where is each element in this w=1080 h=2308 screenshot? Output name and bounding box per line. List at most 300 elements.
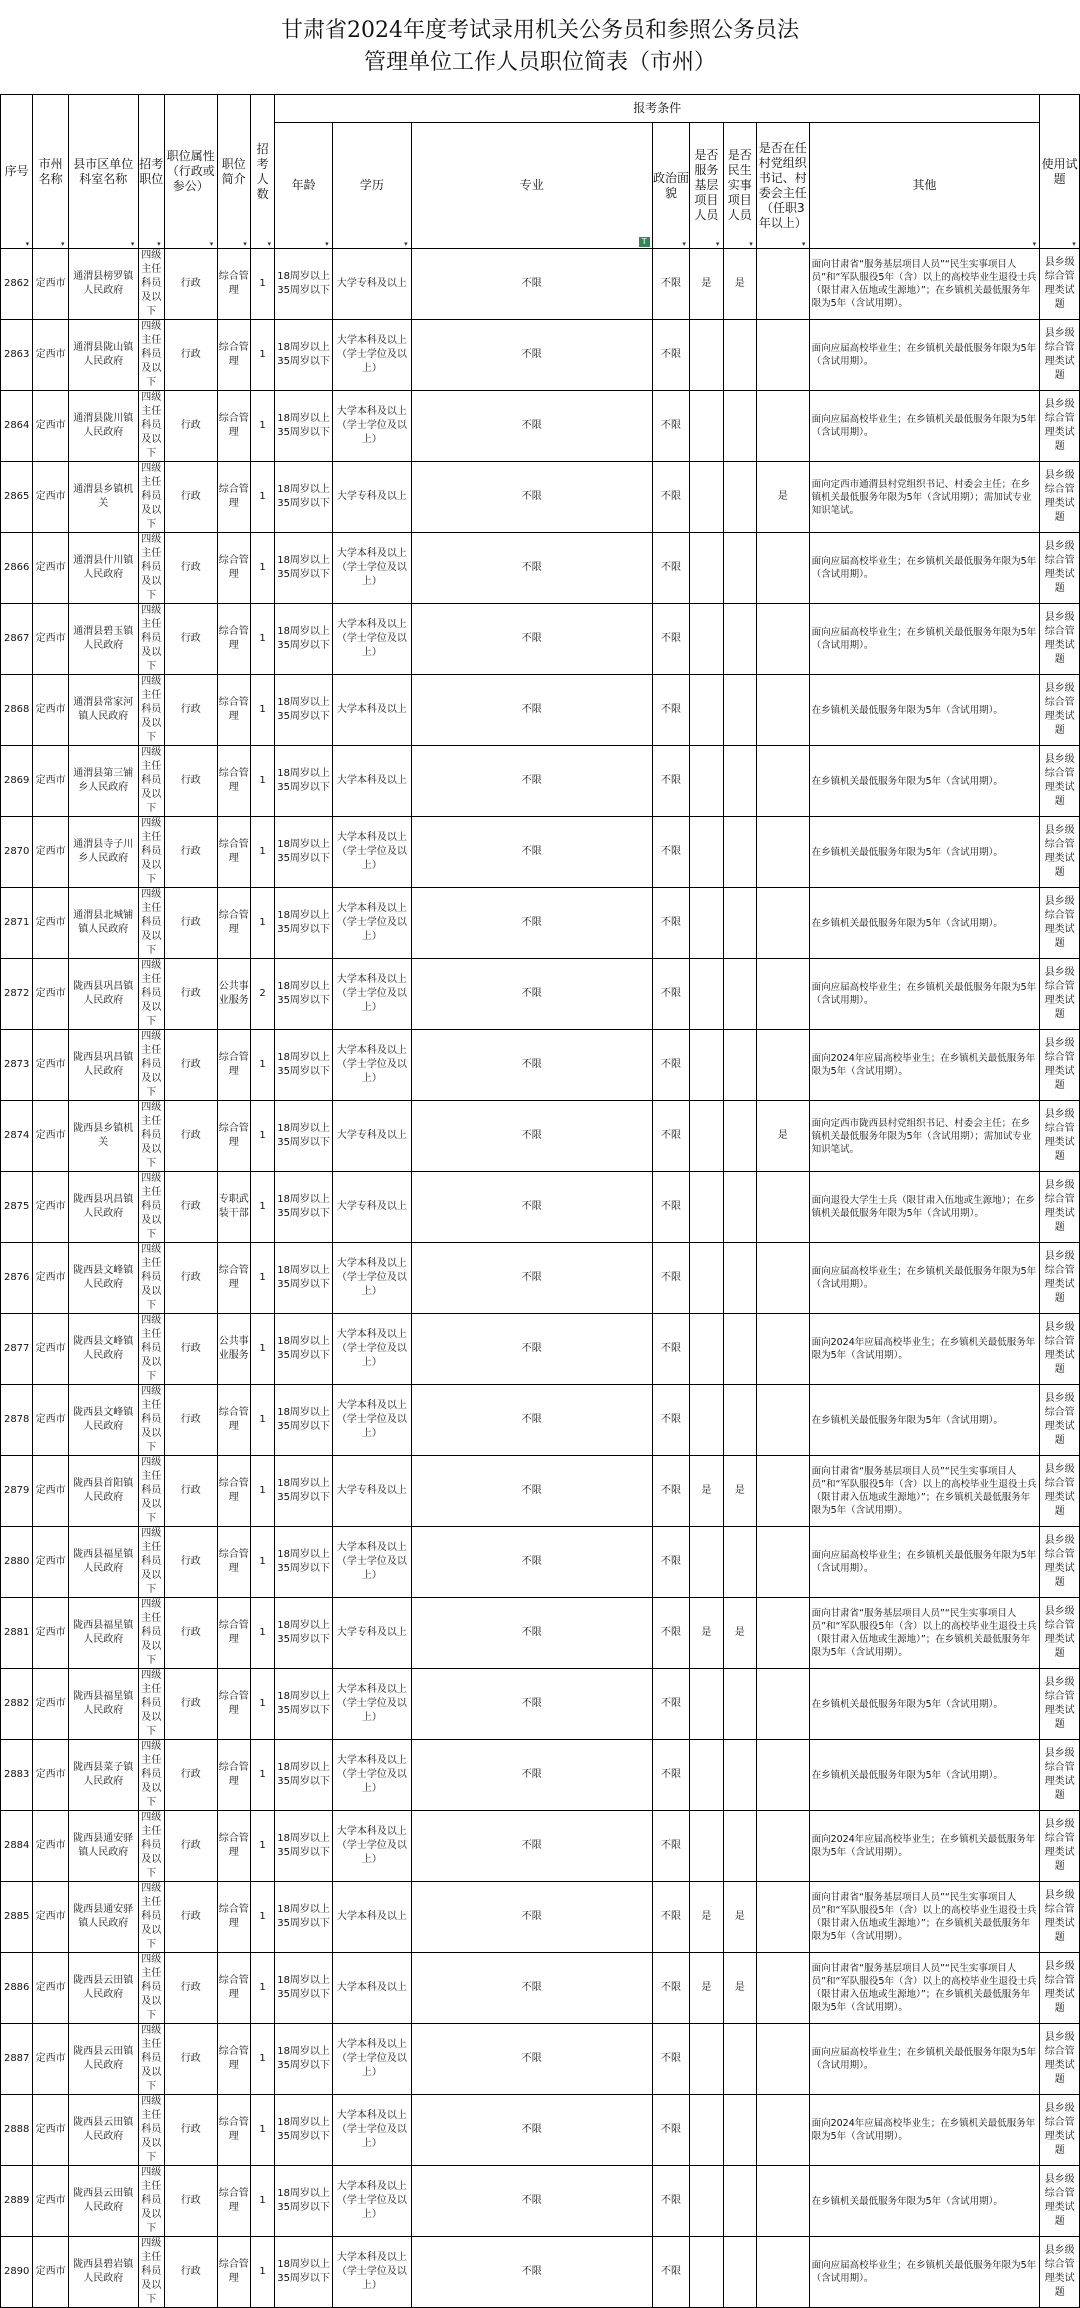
cell-exam[interactable]: 县乡级综合管理类试题 bbox=[1040, 249, 1080, 320]
cell-seq[interactable]: 2886 bbox=[1, 1953, 33, 2024]
cell-exam[interactable]: 县乡级综合管理类试题 bbox=[1040, 462, 1080, 533]
cell-city[interactable]: 定西市 bbox=[33, 1811, 68, 1882]
cell-livelihood[interactable] bbox=[723, 1527, 756, 1598]
cell-attr[interactable]: 行政 bbox=[164, 1030, 217, 1101]
cell-intro[interactable]: 综合管理 bbox=[217, 533, 250, 604]
cell-edu[interactable]: 大学本科及以上（学士学位及以上） bbox=[332, 391, 411, 462]
filter-dropdown-icon[interactable]: ▾ bbox=[267, 240, 271, 248]
cell-politics[interactable]: 不限 bbox=[652, 959, 689, 1030]
cell-edu[interactable]: 大学专科及以上 bbox=[332, 249, 411, 320]
cell-politics[interactable]: 不限 bbox=[652, 604, 689, 675]
header-politics[interactable]: 政治面貌 ▾ bbox=[652, 123, 689, 249]
cell-intro[interactable]: 综合管理 bbox=[217, 1030, 250, 1101]
cell-politics[interactable]: 不限 bbox=[652, 888, 689, 959]
cell-intro[interactable]: 综合管理 bbox=[217, 604, 250, 675]
header-major[interactable]: 专业 T bbox=[411, 123, 652, 249]
cell-edu[interactable]: 大学本科及以上（学士学位及以上） bbox=[332, 1385, 411, 1456]
cell-seq[interactable]: 2879 bbox=[1, 1456, 33, 1527]
cell-count[interactable]: 1 bbox=[250, 746, 274, 817]
cell-edu[interactable]: 大学本科及以上 bbox=[332, 1882, 411, 1953]
cell-age[interactable]: 18周岁以上35周岁以下 bbox=[275, 1598, 333, 1669]
cell-edu[interactable]: 大学本科及以上 bbox=[332, 746, 411, 817]
cell-secretary[interactable] bbox=[756, 1527, 809, 1598]
cell-count[interactable]: 1 bbox=[250, 1456, 274, 1527]
cell-livelihood[interactable] bbox=[723, 2237, 756, 2308]
cell-livelihood[interactable]: 是 bbox=[723, 1456, 756, 1527]
header-edu[interactable]: 学历 ▾ bbox=[332, 123, 411, 249]
cell-count[interactable]: 1 bbox=[250, 320, 274, 391]
cell-edu[interactable]: 大学本科及以上（学士学位及以上） bbox=[332, 1030, 411, 1101]
cell-unit[interactable]: 通渭县陇川镇人民政府 bbox=[68, 391, 138, 462]
cell-unit[interactable]: 通渭县北城铺镇人民政府 bbox=[68, 888, 138, 959]
cell-major[interactable]: 不限 bbox=[411, 1527, 652, 1598]
cell-city[interactable]: 定西市 bbox=[33, 2024, 68, 2095]
cell-service[interactable] bbox=[690, 1101, 723, 1172]
cell-attr[interactable]: 行政 bbox=[164, 1172, 217, 1243]
cell-count[interactable]: 1 bbox=[250, 1669, 274, 1740]
cell-count[interactable]: 1 bbox=[250, 604, 274, 675]
cell-city[interactable]: 定西市 bbox=[33, 746, 68, 817]
cell-other[interactable]: 面向甘肃省“服务基层项目人员”“民生实事项目人员”和“军队服役5年（含）以上的高校毕业生退役士兵（限甘肃入伍地或生源地）”；在乡镇机关最低服务年限为5年（含试用期）。 bbox=[809, 1953, 1040, 2024]
cell-position[interactable]: 四级主任科员及以下 bbox=[138, 959, 164, 1030]
cell-politics[interactable]: 不限 bbox=[652, 1456, 689, 1527]
cell-intro[interactable]: 综合管理 bbox=[217, 391, 250, 462]
cell-service[interactable] bbox=[690, 1669, 723, 1740]
cell-city[interactable]: 定西市 bbox=[33, 959, 68, 1030]
cell-secretary[interactable] bbox=[756, 888, 809, 959]
cell-service[interactable] bbox=[690, 2166, 723, 2237]
cell-other[interactable]: 在乡镇机关最低服务年限为5年（含试用期）。 bbox=[809, 746, 1040, 817]
cell-livelihood[interactable] bbox=[723, 462, 756, 533]
cell-age[interactable]: 18周岁以上35周岁以下 bbox=[275, 888, 333, 959]
cell-intro[interactable]: 综合管理 bbox=[217, 2024, 250, 2095]
cell-city[interactable]: 定西市 bbox=[33, 462, 68, 533]
cell-seq[interactable]: 2863 bbox=[1, 320, 33, 391]
cell-age[interactable]: 18周岁以上35周岁以下 bbox=[275, 1669, 333, 1740]
cell-city[interactable]: 定西市 bbox=[33, 1385, 68, 1456]
cell-unit[interactable]: 通渭县第三铺乡人民政府 bbox=[68, 746, 138, 817]
cell-age[interactable]: 18周岁以上35周岁以下 bbox=[275, 2166, 333, 2237]
cell-service[interactable]: 是 bbox=[690, 1882, 723, 1953]
cell-livelihood[interactable] bbox=[723, 675, 756, 746]
cell-position[interactable]: 四级主任科员及以下 bbox=[138, 249, 164, 320]
cell-politics[interactable]: 不限 bbox=[652, 1030, 689, 1101]
cell-secretary[interactable] bbox=[756, 2237, 809, 2308]
cell-livelihood[interactable] bbox=[723, 391, 756, 462]
cell-livelihood[interactable] bbox=[723, 1385, 756, 1456]
cell-other[interactable]: 面向2024年应届高校毕业生；在乡镇机关最低服务年限为5年（含试用期）。 bbox=[809, 1811, 1040, 1882]
cell-unit[interactable]: 陇西县云田镇人民政府 bbox=[68, 1953, 138, 2024]
cell-exam[interactable]: 县乡级综合管理类试题 bbox=[1040, 1953, 1080, 2024]
cell-edu[interactable]: 大学本科及以上（学士学位及以上） bbox=[332, 1243, 411, 1314]
cell-major[interactable]: 不限 bbox=[411, 2095, 652, 2166]
cell-other[interactable]: 面向应届高校毕业生；在乡镇机关最低服务年限为5年（含试用期）。 bbox=[809, 320, 1040, 391]
cell-count[interactable]: 1 bbox=[250, 249, 274, 320]
filter-dropdown-icon[interactable]: ▾ bbox=[243, 240, 247, 248]
cell-unit[interactable]: 陇西县通安驿镇人民政府 bbox=[68, 1882, 138, 1953]
cell-politics[interactable]: 不限 bbox=[652, 1598, 689, 1669]
cell-age[interactable]: 18周岁以上35周岁以下 bbox=[275, 817, 333, 888]
cell-other[interactable]: 在乡镇机关最低服务年限为5年（含试用期）。 bbox=[809, 817, 1040, 888]
cell-city[interactable]: 定西市 bbox=[33, 2237, 68, 2308]
cell-service[interactable]: 是 bbox=[690, 249, 723, 320]
table-row[interactable] bbox=[1, 1243, 1080, 1314]
cell-intro[interactable]: 综合管理 bbox=[217, 1243, 250, 1314]
cell-city[interactable]: 定西市 bbox=[33, 675, 68, 746]
cell-major[interactable]: 不限 bbox=[411, 1172, 652, 1243]
cell-service[interactable] bbox=[690, 1740, 723, 1811]
cell-politics[interactable]: 不限 bbox=[652, 2166, 689, 2237]
cell-count[interactable]: 1 bbox=[250, 888, 274, 959]
cell-position[interactable]: 四级主任科员及以下 bbox=[138, 1243, 164, 1314]
cell-seq[interactable]: 2871 bbox=[1, 888, 33, 959]
cell-exam[interactable]: 县乡级综合管理类试题 bbox=[1040, 1456, 1080, 1527]
cell-exam[interactable]: 县乡级综合管理类试题 bbox=[1040, 1314, 1080, 1385]
cell-other[interactable]: 在乡镇机关最低服务年限为5年（含试用期）。 bbox=[809, 2166, 1040, 2237]
cell-major[interactable]: 不限 bbox=[411, 1314, 652, 1385]
cell-intro[interactable]: 综合管理 bbox=[217, 675, 250, 746]
cell-count[interactable]: 1 bbox=[250, 1740, 274, 1811]
cell-intro[interactable]: 综合管理 bbox=[217, 1953, 250, 2024]
filter-dropdown-icon[interactable]: ▾ bbox=[61, 240, 65, 248]
cell-unit[interactable]: 陇西县福星镇人民政府 bbox=[68, 1527, 138, 1598]
filter-dropdown-icon[interactable]: ▾ bbox=[130, 240, 135, 248]
cell-count[interactable]: 1 bbox=[250, 1385, 274, 1456]
table-row[interactable] bbox=[1, 888, 1080, 959]
table-row[interactable] bbox=[1, 1882, 1080, 1953]
cell-attr[interactable]: 行政 bbox=[164, 320, 217, 391]
cell-major[interactable]: 不限 bbox=[411, 888, 652, 959]
cell-age[interactable]: 18周岁以上35周岁以下 bbox=[275, 675, 333, 746]
cell-seq[interactable]: 2880 bbox=[1, 1527, 33, 1598]
cell-service[interactable] bbox=[690, 533, 723, 604]
cell-count[interactable]: 1 bbox=[250, 1243, 274, 1314]
cell-count[interactable]: 1 bbox=[250, 391, 274, 462]
cell-secretary[interactable] bbox=[756, 533, 809, 604]
cell-age[interactable]: 18周岁以上35周岁以下 bbox=[275, 1243, 333, 1314]
cell-other[interactable]: 面向定西市陇西县村党组织书记、村委会主任；在乡镇机关最低服务年限为5年（含试用期）；需加试专业知识笔试。 bbox=[809, 1101, 1040, 1172]
cell-major[interactable]: 不限 bbox=[411, 959, 652, 1030]
cell-edu[interactable]: 大学本科及以上（学士学位及以上） bbox=[332, 2237, 411, 2308]
cell-position[interactable]: 四级主任科员及以下 bbox=[138, 604, 164, 675]
cell-livelihood[interactable]: 是 bbox=[723, 1882, 756, 1953]
header-position[interactable]: 招考职位 ▾ bbox=[138, 95, 164, 249]
cell-intro[interactable]: 综合管理 bbox=[217, 1740, 250, 1811]
cell-other[interactable]: 面向2024年应届高校毕业生；在乡镇机关最低服务年限为5年（含试用期）。 bbox=[809, 1314, 1040, 1385]
cell-secretary[interactable] bbox=[756, 1030, 809, 1101]
cell-age[interactable]: 18周岁以上35周岁以下 bbox=[275, 1172, 333, 1243]
header-attr[interactable]: 职位属性（行政或参公） ▾ bbox=[164, 95, 217, 249]
cell-edu[interactable]: 大学本科及以上（学士学位及以上） bbox=[332, 2024, 411, 2095]
cell-attr[interactable]: 行政 bbox=[164, 1953, 217, 2024]
cell-unit[interactable]: 陇西县文峰镇人民政府 bbox=[68, 1314, 138, 1385]
cell-exam[interactable]: 县乡级综合管理类试题 bbox=[1040, 320, 1080, 391]
cell-seq[interactable]: 2883 bbox=[1, 1740, 33, 1811]
table-row[interactable] bbox=[1, 533, 1080, 604]
table-row[interactable] bbox=[1, 1456, 1080, 1527]
cell-livelihood[interactable] bbox=[723, 1669, 756, 1740]
cell-position[interactable]: 四级主任科员及以下 bbox=[138, 320, 164, 391]
cell-major[interactable]: 不限 bbox=[411, 604, 652, 675]
cell-attr[interactable]: 行政 bbox=[164, 2024, 217, 2095]
cell-major[interactable]: 不限 bbox=[411, 533, 652, 604]
cell-intro[interactable]: 综合管理 bbox=[217, 1598, 250, 1669]
cell-politics[interactable]: 不限 bbox=[652, 249, 689, 320]
cell-other[interactable]: 在乡镇机关最低服务年限为5年（含试用期）。 bbox=[809, 1669, 1040, 1740]
cell-major[interactable]: 不限 bbox=[411, 391, 652, 462]
cell-position[interactable]: 四级主任科员及以下 bbox=[138, 1527, 164, 1598]
cell-major[interactable]: 不限 bbox=[411, 1598, 652, 1669]
cell-politics[interactable]: 不限 bbox=[652, 1385, 689, 1456]
cell-seq[interactable]: 2890 bbox=[1, 2237, 33, 2308]
cell-edu[interactable]: 大学本科及以上（学士学位及以上） bbox=[332, 817, 411, 888]
cell-count[interactable]: 1 bbox=[250, 2095, 274, 2166]
header-city[interactable]: 市州名称 ▾ bbox=[33, 95, 68, 249]
cell-city[interactable]: 定西市 bbox=[33, 320, 68, 391]
cell-service[interactable] bbox=[690, 1030, 723, 1101]
cell-age[interactable]: 18周岁以上35周岁以下 bbox=[275, 1385, 333, 1456]
cell-seq[interactable]: 2862 bbox=[1, 249, 33, 320]
cell-city[interactable]: 定西市 bbox=[33, 2166, 68, 2237]
cell-livelihood[interactable] bbox=[723, 959, 756, 1030]
cell-exam[interactable]: 县乡级综合管理类试题 bbox=[1040, 533, 1080, 604]
cell-count[interactable]: 1 bbox=[250, 1030, 274, 1101]
cell-edu[interactable]: 大学专科及以上 bbox=[332, 1172, 411, 1243]
cell-attr[interactable]: 行政 bbox=[164, 249, 217, 320]
cell-other[interactable]: 面向甘肃省“服务基层项目人员”“民生实事项目人员”和“军队服役5年（含）以上的高校毕业生退役士兵（限甘肃入伍地或生源地）”；在乡镇机关最低服务年限为5年（含试用期）。 bbox=[809, 1598, 1040, 1669]
cell-secretary[interactable] bbox=[756, 1669, 809, 1740]
cell-count[interactable]: 1 bbox=[250, 1314, 274, 1385]
cell-count[interactable]: 1 bbox=[250, 2024, 274, 2095]
table-row[interactable] bbox=[1, 1030, 1080, 1101]
cell-age[interactable]: 18周岁以上35周岁以下 bbox=[275, 2095, 333, 2166]
cell-exam[interactable]: 县乡级综合管理类试题 bbox=[1040, 1811, 1080, 1882]
cell-politics[interactable]: 不限 bbox=[652, 1669, 689, 1740]
cell-age[interactable]: 18周岁以上35周岁以下 bbox=[275, 959, 333, 1030]
cell-exam[interactable]: 县乡级综合管理类试题 bbox=[1040, 1740, 1080, 1811]
cell-politics[interactable]: 不限 bbox=[652, 320, 689, 391]
cell-intro[interactable]: 综合管理 bbox=[217, 746, 250, 817]
cell-age[interactable]: 18周岁以上35周岁以下 bbox=[275, 1811, 333, 1882]
cell-unit[interactable]: 陇西县云田镇人民政府 bbox=[68, 2166, 138, 2237]
cell-edu[interactable]: 大学本科及以上 bbox=[332, 1953, 411, 2024]
cell-other[interactable]: 面向应届高校毕业生；在乡镇机关最低服务年限为5年（含试用期）。 bbox=[809, 1243, 1040, 1314]
table-row[interactable] bbox=[1, 1669, 1080, 1740]
cell-city[interactable]: 定西市 bbox=[33, 1527, 68, 1598]
cell-service[interactable] bbox=[690, 1385, 723, 1456]
cell-position[interactable]: 四级主任科员及以下 bbox=[138, 1811, 164, 1882]
cell-count[interactable]: 1 bbox=[250, 1598, 274, 1669]
cell-position[interactable]: 四级主任科员及以下 bbox=[138, 1030, 164, 1101]
cell-edu[interactable]: 大学本科及以上（学士学位及以上） bbox=[332, 320, 411, 391]
cell-service[interactable] bbox=[690, 604, 723, 675]
cell-politics[interactable]: 不限 bbox=[652, 462, 689, 533]
cell-seq[interactable]: 2875 bbox=[1, 1172, 33, 1243]
cell-attr[interactable]: 行政 bbox=[164, 1385, 217, 1456]
cell-secretary[interactable] bbox=[756, 391, 809, 462]
cell-secretary[interactable]: 是 bbox=[756, 462, 809, 533]
cell-major[interactable]: 不限 bbox=[411, 1456, 652, 1527]
cell-age[interactable]: 18周岁以上35周岁以下 bbox=[275, 1456, 333, 1527]
cell-city[interactable]: 定西市 bbox=[33, 1456, 68, 1527]
cell-count[interactable]: 1 bbox=[250, 533, 274, 604]
cell-seq[interactable]: 2887 bbox=[1, 2024, 33, 2095]
cell-secretary[interactable] bbox=[756, 1740, 809, 1811]
cell-politics[interactable]: 不限 bbox=[652, 1243, 689, 1314]
header-service[interactable]: 是否服务基层项目人员 ▾ bbox=[690, 123, 723, 249]
table-row[interactable] bbox=[1, 817, 1080, 888]
table-row[interactable] bbox=[1, 1527, 1080, 1598]
cell-count[interactable]: 1 bbox=[250, 462, 274, 533]
cell-politics[interactable]: 不限 bbox=[652, 533, 689, 604]
table-row[interactable] bbox=[1, 1953, 1080, 2024]
cell-exam[interactable]: 县乡级综合管理类试题 bbox=[1040, 2095, 1080, 2166]
cell-count[interactable]: 2 bbox=[250, 959, 274, 1030]
table-row[interactable] bbox=[1, 1314, 1080, 1385]
cell-major[interactable]: 不限 bbox=[411, 1030, 652, 1101]
cell-other[interactable]: 在乡镇机关最低服务年限为5年（含试用期）。 bbox=[809, 1385, 1040, 1456]
cell-intro[interactable]: 综合管理 bbox=[217, 1669, 250, 1740]
cell-age[interactable]: 18周岁以上35周岁以下 bbox=[275, 2237, 333, 2308]
table-row[interactable] bbox=[1, 320, 1080, 391]
table-row[interactable] bbox=[1, 1598, 1080, 1669]
table-row[interactable] bbox=[1, 249, 1080, 320]
cell-attr[interactable]: 行政 bbox=[164, 1882, 217, 1953]
filter-dropdown-icon[interactable]: ▾ bbox=[209, 240, 214, 248]
cell-unit[interactable]: 陇西县通安驿镇人民政府 bbox=[68, 1811, 138, 1882]
cell-politics[interactable]: 不限 bbox=[652, 1172, 689, 1243]
cell-livelihood[interactable]: 是 bbox=[723, 249, 756, 320]
cell-position[interactable]: 四级主任科员及以下 bbox=[138, 462, 164, 533]
cell-major[interactable]: 不限 bbox=[411, 462, 652, 533]
table-row[interactable] bbox=[1, 959, 1080, 1030]
cell-livelihood[interactable]: 是 bbox=[723, 1598, 756, 1669]
cell-attr[interactable]: 行政 bbox=[164, 1314, 217, 1385]
cell-other[interactable]: 在乡镇机关最低服务年限为5年（含试用期）。 bbox=[809, 888, 1040, 959]
cell-politics[interactable]: 不限 bbox=[652, 1953, 689, 2024]
cell-seq[interactable]: 2876 bbox=[1, 1243, 33, 1314]
cell-livelihood[interactable] bbox=[723, 604, 756, 675]
cell-service[interactable] bbox=[690, 1527, 723, 1598]
cell-position[interactable]: 四级主任科员及以下 bbox=[138, 675, 164, 746]
cell-politics[interactable]: 不限 bbox=[652, 675, 689, 746]
cell-edu[interactable]: 大学本科及以上（学士学位及以上） bbox=[332, 959, 411, 1030]
cell-age[interactable]: 18周岁以上35周岁以下 bbox=[275, 391, 333, 462]
cell-attr[interactable]: 行政 bbox=[164, 1243, 217, 1314]
cell-livelihood[interactable] bbox=[723, 320, 756, 391]
table-row[interactable] bbox=[1, 1101, 1080, 1172]
cell-secretary[interactable] bbox=[756, 2024, 809, 2095]
cell-seq[interactable]: 2872 bbox=[1, 959, 33, 1030]
cell-livelihood[interactable] bbox=[723, 888, 756, 959]
cell-politics[interactable]: 不限 bbox=[652, 2024, 689, 2095]
cell-livelihood[interactable] bbox=[723, 746, 756, 817]
cell-intro[interactable]: 公共事业服务 bbox=[217, 1314, 250, 1385]
cell-major[interactable]: 不限 bbox=[411, 1953, 652, 2024]
filter-dropdown-icon[interactable]: ▾ bbox=[1072, 240, 1076, 248]
cell-major[interactable]: 不限 bbox=[411, 2237, 652, 2308]
cell-other[interactable]: 面向2024年应届高校毕业生；在乡镇机关最低服务年限为5年（含试用期）。 bbox=[809, 1030, 1040, 1101]
cell-age[interactable]: 18周岁以上35周岁以下 bbox=[275, 320, 333, 391]
cell-edu[interactable]: 大学本科及以上（学士学位及以上） bbox=[332, 2166, 411, 2237]
table-row[interactable] bbox=[1, 2166, 1080, 2237]
cell-secretary[interactable] bbox=[756, 249, 809, 320]
cell-service[interactable] bbox=[690, 1172, 723, 1243]
header-other[interactable]: 其他 ▾ bbox=[809, 123, 1040, 249]
cell-exam[interactable]: 县乡级综合管理类试题 bbox=[1040, 959, 1080, 1030]
table-row[interactable] bbox=[1, 746, 1080, 817]
cell-unit[interactable]: 陇西县云田镇人民政府 bbox=[68, 2024, 138, 2095]
cell-city[interactable]: 定西市 bbox=[33, 1030, 68, 1101]
cell-other[interactable]: 面向应届高校毕业生；在乡镇机关最低服务年限为5年（含试用期）。 bbox=[809, 2237, 1040, 2308]
filter-dropdown-icon[interactable]: ▾ bbox=[801, 240, 806, 248]
cell-secretary[interactable] bbox=[756, 1882, 809, 1953]
cell-edu[interactable]: 大学本科及以上（学士学位及以上） bbox=[332, 604, 411, 675]
cell-secretary[interactable] bbox=[756, 1811, 809, 1882]
cell-exam[interactable]: 县乡级综合管理类试题 bbox=[1040, 1882, 1080, 1953]
cell-attr[interactable]: 行政 bbox=[164, 1456, 217, 1527]
cell-exam[interactable]: 县乡级综合管理类试题 bbox=[1040, 391, 1080, 462]
cell-secretary[interactable] bbox=[756, 1172, 809, 1243]
cell-age[interactable]: 18周岁以上35周岁以下 bbox=[275, 1101, 333, 1172]
cell-exam[interactable]: 县乡级综合管理类试题 bbox=[1040, 1527, 1080, 1598]
cell-position[interactable]: 四级主任科员及以下 bbox=[138, 888, 164, 959]
cell-intro[interactable]: 综合管理 bbox=[217, 2166, 250, 2237]
cell-service[interactable] bbox=[690, 1314, 723, 1385]
cell-count[interactable]: 1 bbox=[250, 675, 274, 746]
cell-livelihood[interactable]: 是 bbox=[723, 1953, 756, 2024]
cell-position[interactable]: 四级主任科员及以下 bbox=[138, 1953, 164, 2024]
header-seq[interactable]: 序号 ▾ bbox=[1, 95, 33, 249]
cell-secretary[interactable] bbox=[756, 2166, 809, 2237]
cell-service[interactable] bbox=[690, 320, 723, 391]
cell-position[interactable]: 四级主任科员及以下 bbox=[138, 1598, 164, 1669]
cell-count[interactable]: 1 bbox=[250, 817, 274, 888]
cell-other[interactable]: 面向2024年应届高校毕业生；在乡镇机关最低服务年限为5年（含试用期）。 bbox=[809, 2095, 1040, 2166]
cell-attr[interactable]: 行政 bbox=[164, 2166, 217, 2237]
cell-exam[interactable]: 县乡级综合管理类试题 bbox=[1040, 1101, 1080, 1172]
cell-city[interactable]: 定西市 bbox=[33, 1243, 68, 1314]
cell-intro[interactable]: 综合管理 bbox=[217, 320, 250, 391]
cell-service[interactable] bbox=[690, 2095, 723, 2166]
cell-age[interactable]: 18周岁以上35周岁以下 bbox=[275, 249, 333, 320]
cell-count[interactable]: 1 bbox=[250, 2166, 274, 2237]
cell-major[interactable]: 不限 bbox=[411, 675, 652, 746]
cell-unit[interactable]: 通渭县陇山镇人民政府 bbox=[68, 320, 138, 391]
cell-politics[interactable]: 不限 bbox=[652, 2095, 689, 2166]
table-row[interactable] bbox=[1, 1385, 1080, 1456]
cell-other[interactable]: 面向应届高校毕业生；在乡镇机关最低服务年限为5年（含试用期）。 bbox=[809, 533, 1040, 604]
table-row[interactable] bbox=[1, 1811, 1080, 1882]
cell-intro[interactable]: 综合管理 bbox=[217, 888, 250, 959]
cell-exam[interactable]: 县乡级综合管理类试题 bbox=[1040, 1669, 1080, 1740]
cell-politics[interactable]: 不限 bbox=[652, 2237, 689, 2308]
cell-city[interactable]: 定西市 bbox=[33, 1172, 68, 1243]
cell-politics[interactable]: 不限 bbox=[652, 1527, 689, 1598]
cell-seq[interactable]: 2889 bbox=[1, 2166, 33, 2237]
cell-unit[interactable]: 陇西县乡镇机关 bbox=[68, 1101, 138, 1172]
cell-city[interactable]: 定西市 bbox=[33, 1669, 68, 1740]
cell-age[interactable]: 18周岁以上35周岁以下 bbox=[275, 1882, 333, 1953]
cell-exam[interactable]: 县乡级综合管理类试题 bbox=[1040, 604, 1080, 675]
cell-other[interactable]: 在乡镇机关最低服务年限为5年（含试用期）。 bbox=[809, 675, 1040, 746]
cell-age[interactable]: 18周岁以上35周岁以下 bbox=[275, 1740, 333, 1811]
cell-edu[interactable]: 大学本科及以上（学士学位及以上） bbox=[332, 1314, 411, 1385]
cell-unit[interactable]: 陇西县巩昌镇人民政府 bbox=[68, 959, 138, 1030]
cell-intro[interactable]: 综合管理 bbox=[217, 462, 250, 533]
cell-exam[interactable]: 县乡级综合管理类试题 bbox=[1040, 746, 1080, 817]
cell-age[interactable]: 18周岁以上35周岁以下 bbox=[275, 1527, 333, 1598]
